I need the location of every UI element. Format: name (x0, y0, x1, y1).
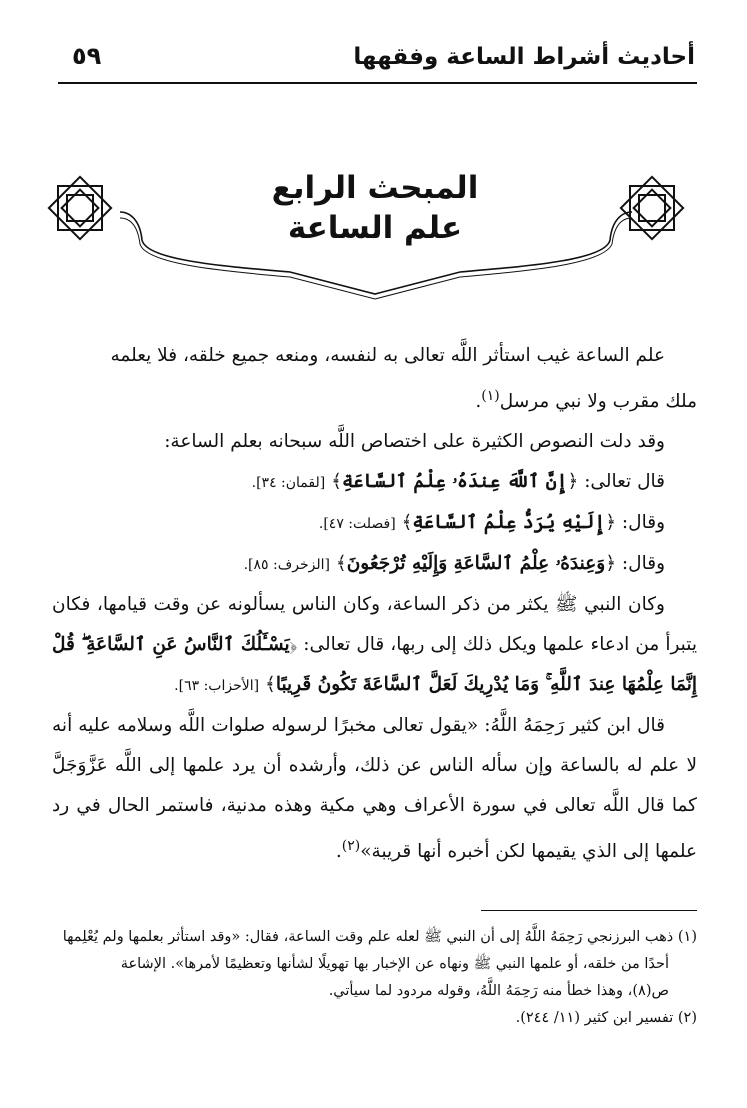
footnote-1-line-2: أحدًا من خلقه، أو علمها النبي ﷺ ونهاه عن الإخبار بها تهويلًا لشأنها وتعظيمًا لأمرها». الإشاعة (120, 956, 669, 972)
verse-zukhruf: وقال: ﴿وَعِندَهُۥ عِلْمُ ٱلسَّاعَةِ وَإِلَيْهِ تُرْجَعُونَ﴾ [الزخرف: ٨٥]. (243, 553, 665, 575)
paragraph-4: قال ابن كثير رَحِمَهُ اللَّهُ: «يقول تعالى مخبرًا لرسوله صلوات اللَّه وسلامه عليه أنه لا علم له بالساعة وإن سأله الناس عن ذلك، وأرشده أن يرد علمها إلى اللَّه عَزَّوَجَلَّ كما قال اللَّه تعالى في سورة الأعراف وهي مكية وهذه مدنية، فاستمر الحال في رد علمها إلى الذي يقيمها لكن أخبره أنها قريبة»$^{(٢)}$. (52, 715, 697, 863)
running-title: أحاديث أشراط الساعة وفقهها (353, 44, 695, 70)
verse-zukhruf-ref: [الزخرف: ٨٥]. (243, 557, 330, 574)
header-rule (58, 82, 697, 84)
footnote-1-line-1: (١) ذهب البرزنجي رَحِمَهُ اللَّهُ إلى أن النبي ﷺ لعله علم وقت الساعة، فقال: «وقد استأثر بعلمها ولم يُعْلِمها (62, 929, 697, 945)
chapter-title: المبحث الرابع (271, 170, 479, 206)
verse-luqman-text: إِنَّ ٱللَّهَ عِندَهُۥ عِلْمُ ٱلسَّاعَةِ (341, 471, 568, 493)
verse-zukhruf-text: وَعِندَهُۥ عِلْمُ ٱلسَّاعَةِ وَإِلَيْهِ تُرْجَعُونَ (346, 553, 606, 575)
verse-luqman: قال تعالى: ﴿إِنَّ ٱللَّهَ عِندَهُۥ عِلْمُ ٱلسَّاعَةِ﴾ [لقمان: ٣٤]. (251, 471, 665, 493)
verse-luqman-ref: [لقمان: ٣٤]. (251, 475, 326, 492)
verse-fussilat-ref: [فصلت: ٤٧]. (318, 516, 396, 533)
paragraph-1-line-2: ملك مقرب ولا نبي مرسل (499, 391, 697, 413)
footnote-ref-2[interactable]: (٢) (341, 838, 361, 855)
star-ornament-left-icon (49, 177, 111, 239)
paragraph-2: وقد دلت النصوص الكثيرة على اختصاص اللَّه سبحانه بعلم الساعة: (164, 431, 665, 453)
body-text (52, 336, 697, 872)
verse-ahzab-text: يَسْـَٔلُكَ ٱلنَّاسُ عَنِ ٱلسَّاعَةِ ۖ قُلْ إِنَّمَا عِلْمُهَا عِندَ ٱللَّهِ ۚ وَمَا يُدْرِيكَ لَعَلَّ ٱلسَّاعَةَ تَكُونُ قَرِيبًا (52, 634, 697, 696)
paragraph-1: علم الساعة غيب استأثر اللَّه تعالى به لنفسه، ومنعه جميع خلقه، فلا يعلمه ملك مقرب ولا نبي مرسل$^{(١)}$. (110, 345, 697, 413)
footnotes (52, 924, 697, 1032)
verse-fussilat: وقال: ﴿إِلَيْهِ يُرَدُّ عِلْمُ ٱلسَّاعَةِ﴾ [فصلت: ٤٧]. (318, 512, 665, 534)
star-ornament-right-icon (621, 177, 683, 239)
footnote-2: (٢) تفسير ابن كثير (١١/ ٢٤٤). (515, 1010, 697, 1026)
footnote-ref-1[interactable]: (١) (481, 388, 500, 404)
footnote-1-line-3: ص(٨)، وهذا خطأ منه رَحِمَهُ اللَّهُ، وقوله مردود لما سيأتي. (328, 983, 669, 999)
page-number: ٥٩ (72, 42, 102, 70)
paragraph-1-line-1: علم الساعة غيب استأثر اللَّه تعالى به لنفسه، ومنعه جميع خلقه، فلا يعلمه (110, 345, 665, 366)
chapter-subtitle: علم الساعة (287, 210, 463, 246)
verse-fussilat-text: إِلَيْهِ يُرَدُّ عِلْمُ ٱلسَّاعَةِ (412, 512, 606, 534)
paragraph-3: وكان النبي ﷺ يكثر من ذكر الساعة، وكان الناس يسألونه عن وقت قيامها، فكان يتبرأ من ادعاء علمها ويكل ذلك إلى ربها، قال تعالى: ﴿يَسْـَٔلُكَ ٱلنَّاسُ عَنِ ٱلسَّاعَةِ ۖ قُلْ إِنَّمَا عِلْمُهَا عِندَ ٱللَّهِ ۚ وَمَا يُدْرِيكَ لَعَلَّ ٱلسَّاعَةَ تَكُونُ قَرِيبًا﴾ [الأحزاب: ٦٣]. (52, 594, 697, 696)
footnote-rule (481, 910, 697, 911)
verse-ahzab-ref: [الأحزاب: ٦٣]. (174, 678, 260, 695)
